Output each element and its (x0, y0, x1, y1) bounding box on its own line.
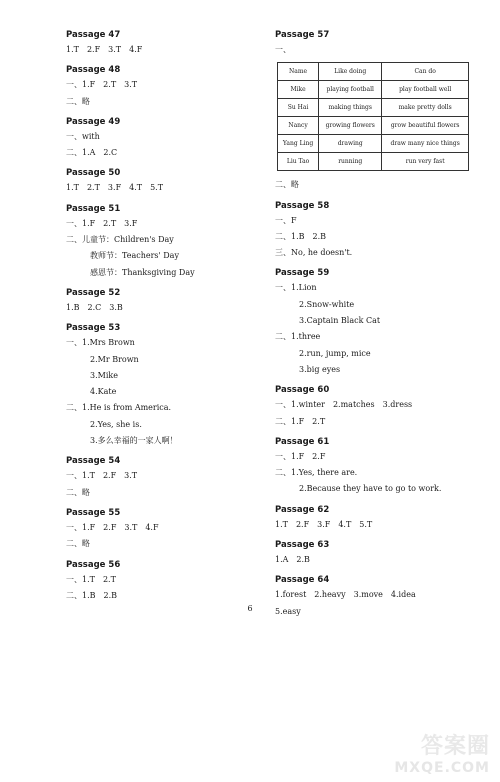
watermark-logo (394, 729, 490, 776)
table-cell: Mike (278, 81, 319, 99)
table-cell: playing football (319, 81, 382, 99)
answer-line: 5.easy (275, 606, 301, 616)
passage-title: Passage 51 (66, 203, 121, 214)
table-row (278, 99, 469, 117)
answer-line: 三、No, he doesn't. (275, 248, 353, 258)
answer-line: 3.big eyes (299, 364, 341, 374)
passage-title: Passage 47 (66, 30, 121, 40)
answer-line: 一、F (275, 215, 297, 225)
answer-line: 一、1.Mrs Brown (66, 338, 135, 348)
answer-line: 一、1.T 2.T (66, 574, 116, 584)
answer-line: 1.B 2.C 3.B (66, 302, 123, 312)
answer-line: 2.Because they have to go to work. (299, 484, 442, 494)
answer-line: 一、with (66, 131, 100, 141)
answer-line: 2.Snow-white (299, 299, 355, 309)
answer-line: 一、1.winter 2.matches 3.dress (275, 400, 413, 410)
passage-title: Passage 53 (66, 323, 121, 334)
hobby-table (277, 62, 469, 171)
answer-line: 1.A 2.B (275, 555, 310, 565)
answer-line: 1.forest 2.heavy 3.move 4.idea (275, 590, 416, 600)
passage-title: Passage 58 (275, 200, 330, 211)
right-bottom-block (275, 177, 475, 620)
passage-title: Passage 55 (66, 507, 121, 518)
passage-title: Passage 60 (275, 385, 330, 396)
passage-title: Passage 57 (275, 30, 330, 40)
passage-title: Passage 63 (275, 540, 330, 551)
right-top-block (275, 28, 475, 58)
answer-line: 教师节：Teachers' Day (90, 251, 179, 261)
answer-line: 3.Captain Black Cat (299, 316, 381, 326)
answer-line: 一、 (275, 45, 291, 54)
passage-title: Passage 62 (275, 504, 330, 515)
table-cell: making things (319, 99, 382, 117)
passage-title: Passage 48 (66, 65, 121, 76)
answer-line: 二、1.B 2.B (275, 231, 327, 241)
answer-line: 2.Yes, she is. (90, 419, 142, 429)
answer-line: 二、1.B 2.B (66, 590, 118, 600)
answer-line: 2.run, jump, mice (299, 348, 371, 358)
answer-line: 一、1.Lion (275, 283, 317, 293)
table-cell: Name (278, 63, 319, 81)
passage-title: Passage 59 (275, 268, 330, 279)
answer-line: 二、1.He is from America. (66, 403, 172, 413)
answer-line: 感恩节：Thanksgiving Day (90, 267, 195, 277)
answer-line: 一、1.F 2.T 3.T (66, 80, 138, 90)
page-number: 6 (247, 604, 253, 613)
passage-title: Passage 52 (66, 287, 121, 298)
answer-line: 二、略 (66, 487, 90, 497)
answer-line: 3.多么幸福的一家人啊！ (90, 436, 178, 446)
table-row (278, 117, 469, 135)
passage-title: Passage 54 (66, 456, 121, 467)
answer-line: 1.T 2.F 3.F 4.T 5.T (275, 519, 373, 529)
answer-line: 二、略 (66, 539, 90, 549)
right-column (275, 28, 475, 620)
answer-line: 二、1.Yes, there are. (275, 468, 358, 478)
answer-line: 一、1.F 2.F (275, 451, 326, 461)
answer-line: 1.T 2.T 3.F 4.T 5.T (66, 183, 164, 193)
answer-line: 二、略 (275, 180, 299, 190)
table-cell: Nancy (278, 117, 319, 135)
table-cell: make pretty dolls (382, 99, 469, 117)
answer-line: 一、1.F 2.F 3.T 4.F (66, 522, 159, 532)
table-cell: Su Hai (278, 99, 319, 117)
table-row (278, 153, 469, 171)
table-cell: running (319, 153, 382, 171)
answer-line: 3.Mike (90, 370, 118, 380)
table-cell: Like doing (319, 63, 382, 81)
passage-title: Passage 56 (66, 559, 121, 570)
left-column (66, 28, 266, 604)
table-cell: Liu Tao (278, 153, 319, 171)
answer-line: 一、1.F 2.T 3.F (66, 218, 138, 228)
table-cell: growing flowers (319, 117, 382, 135)
table-row (278, 81, 469, 99)
table-cell: Can do (382, 63, 469, 81)
table-cell: draw many nice things (382, 135, 469, 153)
answer-line: 一、1.T 2.F 3.T (66, 471, 138, 481)
watermark-url: MXQE.COM (394, 760, 490, 776)
answer-line: 二、儿童节：Children's Day (66, 235, 174, 245)
table-row (278, 135, 469, 153)
table-header-row (278, 63, 469, 81)
table-cell: play football well (382, 81, 469, 99)
passage-title: Passage 61 (275, 436, 330, 447)
passage-title: Passage 49 (66, 116, 121, 127)
answer-line: 二、1.three (275, 332, 321, 342)
table-cell: grow beautiful flowers (382, 117, 469, 135)
passage-title: Passage 64 (275, 575, 330, 586)
answer-line: 2.Mr Brown (90, 354, 139, 364)
answer-line: 1.T 2.F 3.T 4.F (66, 45, 143, 54)
answer-line: 二、1.A 2.C (66, 148, 118, 158)
answer-line: 二、略 (66, 96, 90, 106)
table-cell: drawing (319, 135, 382, 153)
table-cell: Yang Ling (278, 135, 319, 153)
passage-title: Passage 50 (66, 168, 121, 179)
answer-line: 二、1.F 2.T (275, 416, 326, 426)
watermark-logo-text: 答案圈 (420, 734, 490, 759)
answer-line: 4.Kate (90, 387, 117, 397)
table-cell: run very fast (382, 153, 469, 171)
